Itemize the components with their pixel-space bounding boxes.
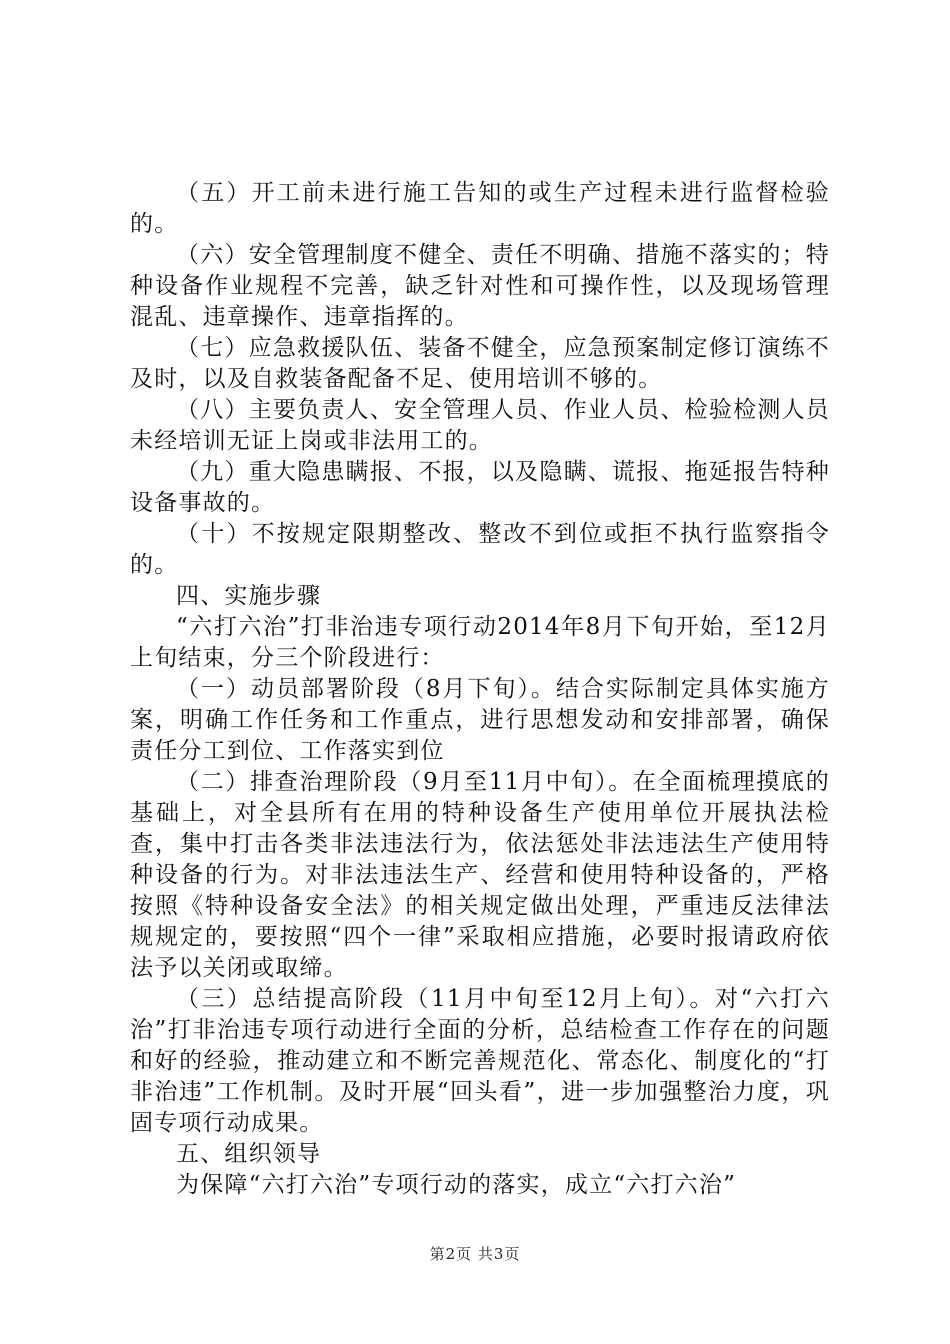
document-body bbox=[130, 178, 830, 1201]
paragraph-item-8: （八）主要负责人、安全管理人员、作业人员、检验检测人员未经培训无证上岗或非法用工的。 bbox=[130, 397, 830, 454]
paragraph-item-10: （十）不按规定限期整改、整改不到位或拒不执行监察指令的。 bbox=[130, 521, 830, 578]
paragraph-item-9: （九）重大隐患瞒报、不报，以及隐瞒、谎报、拖延报告特种设备事故的。 bbox=[130, 459, 830, 516]
paragraph-item-7: （七）应急救援队伍、装备不健全，应急预案制定修订演练不及时，以及自救装备配备不足、使用培训不够的。 bbox=[130, 335, 830, 392]
paragraph-organization: 为保障“六打六治”专项行动的落实，成立“六打六治” bbox=[176, 1172, 737, 1198]
page-footer: 第2页 共3页 bbox=[429, 1245, 521, 1263]
paragraph-phase-1: （一）动员部署阶段（8月下旬）。结合实际制定具体实施方案，明确工作任务和工作重点，进行思想发动和安排部署，确保责任分工到位、工作落实到位 bbox=[130, 676, 830, 764]
paragraph-phase-3: （三）总结提高阶段（11月中旬至12月上旬）。对“六打六治”打非治违专项行动进行全面的分析，总结检查工作存在的问题和好的经验，推动建立和不断完善规范化、常态化、制度化的“打非治违”工作机制。及时开展“回头看”，进一步加强整治力度，巩固专项行动成果。 bbox=[130, 986, 830, 1136]
paragraph-item-6: （六）安全管理制度不健全、责任不明确、措施不落实的；特种设备作业规程不完善，缺乏针对性和可操作性，以及现场管理混乱、违章操作、违章指挥的。 bbox=[130, 242, 830, 330]
paragraph-phase-2: （二）排查治理阶段（9月至11月中旬）。在全面梳理摸底的基础上，对全县所有在用的特种设备生产使用单位开展执法检查，集中打击各类非法违法行为，依法惩处非法违法生产使用特种设备的行为。对非法违法生产、经营和使用特种设备的，严格按照《特种设备安全法》的相关规定做出处理，严重违反法律法规规定的，要按照“四个一律”采取相应措施，必要时报请政府依法予以关闭或取缔。 bbox=[130, 769, 830, 981]
section-heading-implementation-steps: 四、实施步骤 bbox=[176, 583, 322, 609]
paragraph-item-5: （五）开工前未进行施工告知的或生产过程未进行监督检验的。 bbox=[130, 180, 830, 237]
paragraph-schedule-intro: “六打六治”打非治违专项行动2014年8月下旬开始，至12月上旬结束，分三个阶段进行： bbox=[130, 614, 830, 671]
section-heading-organization: 五、组织领导 bbox=[176, 1141, 322, 1167]
